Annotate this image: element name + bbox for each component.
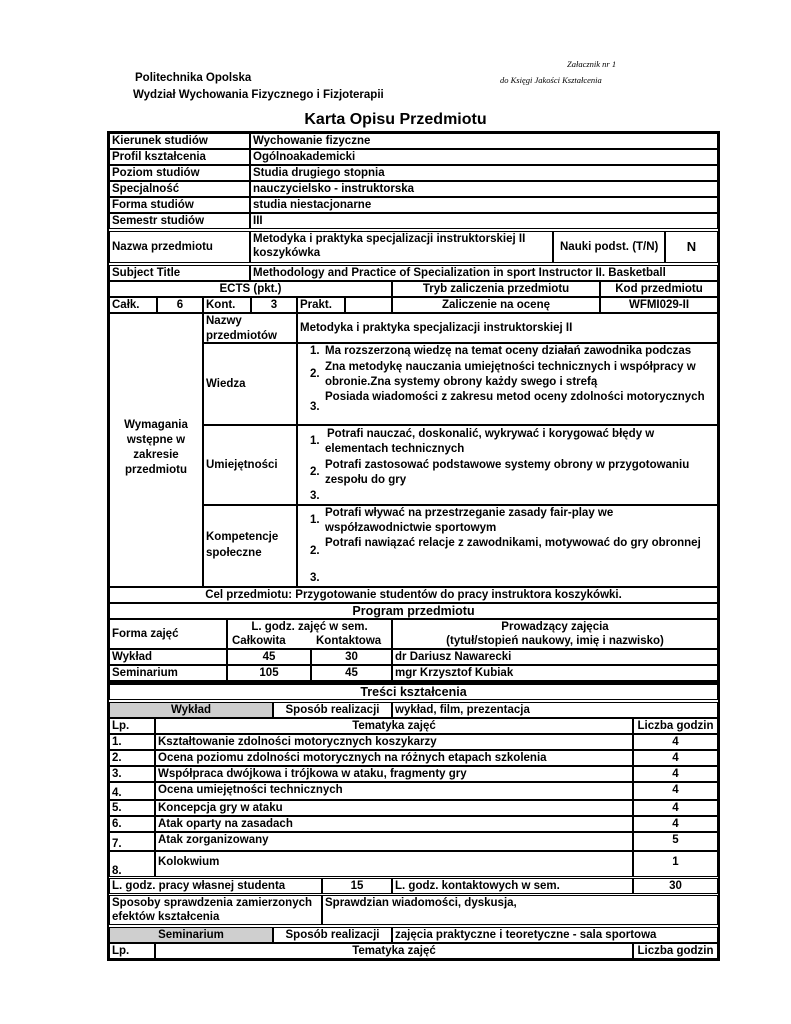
wlasna-label: L. godz. pracy własnej studenta <box>109 878 322 894</box>
prow-header <box>392 619 718 649</box>
wyklad-sposob-value: wykład, film, prezentacja <box>392 702 718 718</box>
topic-lp: 8. <box>109 851 155 877</box>
komp-num-3: 3. <box>310 572 320 584</box>
program-calk-wyklad: 45 <box>227 649 311 665</box>
topic-lp: 5. <box>109 800 155 816</box>
komp-label: Kompetencje społeczne <box>206 531 279 559</box>
topic-hours: 4 <box>633 782 718 800</box>
kod-label: Kod przedmiotu <box>600 281 718 297</box>
wiedza-item-3: Posiada wiadomości z zakresu metod oceny zdolności motorycznych <box>325 391 705 403</box>
komp-item-1b: współzawodnictwie sportowym <box>325 522 497 534</box>
wiedza-label: Wiedza <box>203 343 297 425</box>
prereq-title: Wymagania wstępne w zakresie przedmiotu <box>124 419 188 476</box>
ects-label: ECTS (pkt.) <box>109 281 392 297</box>
university-name: Politechnika Opolska <box>135 72 252 84</box>
nazwy-value: Metodyka i praktyka specjalizacji instruktorskiej II <box>297 313 718 343</box>
wiedza-num-2: 2. <box>310 368 320 380</box>
course-name-value <box>250 231 553 263</box>
komp-num-1: 1. <box>310 514 320 526</box>
wiedza-item-2b: obronie.Zna systemy obrony każdy swego i strefą <box>325 376 598 388</box>
prakt-label: Prakt. <box>297 297 345 313</box>
program-kontakt-seminarium: 45 <box>311 665 392 681</box>
nazwy-label: Nazwy przedmiotów <box>203 313 297 343</box>
umiej-item-1a: Potrafi nauczać, doskonalić, wykrywać i korygować błędy w <box>327 428 655 440</box>
kontakt-sem-value: 30 <box>633 878 718 894</box>
program-kontakt-wyklad: 30 <box>311 649 392 665</box>
umiej-label: Umiejętności <box>203 425 297 505</box>
umiej-num-2: 2. <box>310 466 320 478</box>
zaliczenie-value: Zaliczenie na ocenę <box>392 297 600 313</box>
topic-hours: 4 <box>633 766 718 782</box>
info-label-specjalnosc: Specjalność <box>109 181 250 197</box>
calk-label: Całk. <box>109 297 157 313</box>
prakt-value <box>345 297 392 313</box>
wiedza-item-1: Ma rozszerzoną wiedzę na temat oceny działań zawodnika podczas <box>325 345 692 357</box>
calk-value: 6 <box>157 297 203 313</box>
info-label-semestr: Semestr studiów <box>109 213 250 229</box>
kod-value: WFMI029-II <box>600 297 718 313</box>
forma-label: Forma zajęć <box>109 619 227 649</box>
prow-label: Prowadzący zajęcia <box>501 621 609 633</box>
topic-hours: 4 <box>633 750 718 766</box>
info-label-kierunek: Kierunek studiów <box>109 133 250 149</box>
umiej-num-1: 1. <box>310 435 320 447</box>
subject-title-value: Methodology and Practice of Specialization in sport Instructor II. Basketball <box>250 265 718 281</box>
info-value-profil: Ogólnoakademicki <box>250 149 718 165</box>
topic-hours: 4 <box>633 800 718 816</box>
subject-title-label: Subject Title <box>109 265 250 281</box>
topic-text: Atak zorganizowany <box>155 832 633 851</box>
tematyka2-header: Tematyka zajęć <box>155 943 633 959</box>
nauki-label: Nauki podst. (T/N) <box>553 231 665 263</box>
topic-hours: 4 <box>633 816 718 832</box>
course-name-label: Nazwa przedmiotu <box>109 231 250 263</box>
program-prow-seminarium: mgr Krzysztof Kubiak <box>392 665 718 681</box>
program-forma-seminarium: Seminarium <box>109 665 227 681</box>
tryb-label: Tryb zaliczenia przedmiotu <box>392 281 600 297</box>
topic-text: Koncepcja gry w ataku <box>155 800 633 816</box>
topic-text: Atak oparty na zasadach <box>155 816 633 832</box>
kontakt-sem-label: L. godz. kontaktowych w sem. <box>392 878 633 894</box>
komp-item-2: Potrafi nawiązać relacje z zawodnikami, motywować do gry obronnej <box>325 537 701 549</box>
faculty-name: Wydział Wychowania Fizycznego i Fizjoterapii <box>133 89 384 101</box>
kont-value: 3 <box>251 297 297 313</box>
wlasna-value: 15 <box>322 878 392 894</box>
kont-label: Kont. <box>203 297 251 313</box>
liczba-header: Liczba godzin <box>633 718 718 734</box>
program-calk-seminarium: 105 <box>227 665 311 681</box>
topic-text: Kolokwium <box>155 851 633 877</box>
program-title: Program przedmiotu <box>109 603 718 619</box>
umiej-item-2a: Potrafi zastosować podstawowe systemy obrony w przygotowaniu <box>325 459 690 471</box>
sposoby-value: Sprawdzian wiadomości, dyskusja, <box>322 895 718 925</box>
wiedza-item-2a: Zna metodykę nauczania umiejętności technicznych i współpracy w <box>325 361 696 373</box>
topic-hours: 5 <box>633 832 718 851</box>
calk-col-label: Całkowita <box>232 635 286 647</box>
info-value-kierunek: Wychowanie fizyczne <box>250 133 718 149</box>
topic-lp: 7. <box>109 832 155 851</box>
liczba2-header: Liczba godzin <box>633 943 718 959</box>
umiej-num-3: 3. <box>310 490 320 502</box>
wiedza-num-1: 1. <box>310 345 320 357</box>
topic-text: Kształtowanie zdolności motorycznych koszykarzy <box>155 734 633 750</box>
sposoby-label-line1: Sposoby sprawdzenia zamierzonych <box>112 897 313 909</box>
course-name-line1: Metodyka i praktyka specjalizacji instruktorskiej II <box>253 233 526 245</box>
wyklad-header: Wykład <box>109 702 273 718</box>
page-title: Karta Opisu Przedmiotu <box>304 111 487 128</box>
topic-text: Ocena umiejętności technicznych <box>155 782 633 800</box>
program-prow-wyklad: dr Dariusz Nawarecki <box>392 649 718 665</box>
topic-lp: 6. <box>109 816 155 832</box>
annex-number: Załacznik nr 1 <box>567 59 617 69</box>
topic-lp: 3. <box>109 766 155 782</box>
info-value-forma: studia niestacjonarne <box>250 197 718 213</box>
seminarium-sposob-label: Sposób realizacji <box>273 927 392 943</box>
godz-header <box>227 619 392 649</box>
seminarium-sposob-value: zajęcia praktyczne i teoretyczne - sala sportowa <box>392 927 718 943</box>
nauki-value: N <box>665 231 718 263</box>
info-label-profil: Profil kształcenia <box>109 149 250 165</box>
umiej-item-1b: elementach technicznych <box>325 443 465 455</box>
info-value-poziom: Studia drugiego stopnia <box>250 165 718 181</box>
course-name-line2: koszykówka <box>253 247 321 259</box>
prereq-title-cell <box>109 313 203 587</box>
wiedza-num-3: 3. <box>310 401 320 413</box>
topic-text: Ocena poziomu zdolności motorycznych na różnych etapach szkolenia <box>155 750 633 766</box>
prow-sub: (tytuł/stopień naukowy, imię i nazwisko) <box>446 635 664 647</box>
tematyka-header: Tematyka zajęć <box>155 718 633 734</box>
info-value-semestr: III <box>250 213 718 229</box>
komp-cell-label <box>203 505 297 587</box>
sposoby-label <box>109 895 322 925</box>
komp-num-2: 2. <box>310 545 320 557</box>
program-forma-wyklad: Wykład <box>109 649 227 665</box>
topic-lp: 1. <box>109 734 155 750</box>
topic-lp: 2. <box>109 750 155 766</box>
kontakt-col-label: Kontaktowa <box>316 635 382 647</box>
umiej-item-2b: zespołu do gry <box>325 474 407 486</box>
seminarium-header: Seminarium <box>109 927 273 943</box>
sposoby-label-line2: efektów kształcenia <box>112 911 220 923</box>
topic-lp: 4. <box>109 782 155 800</box>
lp2-header: Lp. <box>109 943 155 959</box>
info-label-forma: Forma studiów <box>109 197 250 213</box>
annex-source: do Księgi Jakości Kształcenia <box>500 75 602 85</box>
course-goal: Cel przedmiotu: Przygotowanie studentów do pracy instruktora koszykówki. <box>109 587 718 603</box>
godz-label: L. godz. zajęć w sem. <box>251 621 368 633</box>
topic-text: Współpraca dwójkowa i trójkowa w ataku, fragmenty gry <box>155 766 633 782</box>
topic-hours: 4 <box>633 734 718 750</box>
komp-item-1a: Potrafi wływać na przestrzeganie zasady fair-play we <box>325 507 614 519</box>
wyklad-sposob-label: Sposób realizacji <box>273 702 392 718</box>
tresci-title: Treści kształcenia <box>109 684 718 700</box>
info-value-specjalnosc: nauczycielsko - instruktorska <box>250 181 718 197</box>
info-label-poziom: Poziom studiów <box>109 165 250 181</box>
topic-hours: 1 <box>633 851 718 877</box>
lp-header: Lp. <box>109 718 155 734</box>
